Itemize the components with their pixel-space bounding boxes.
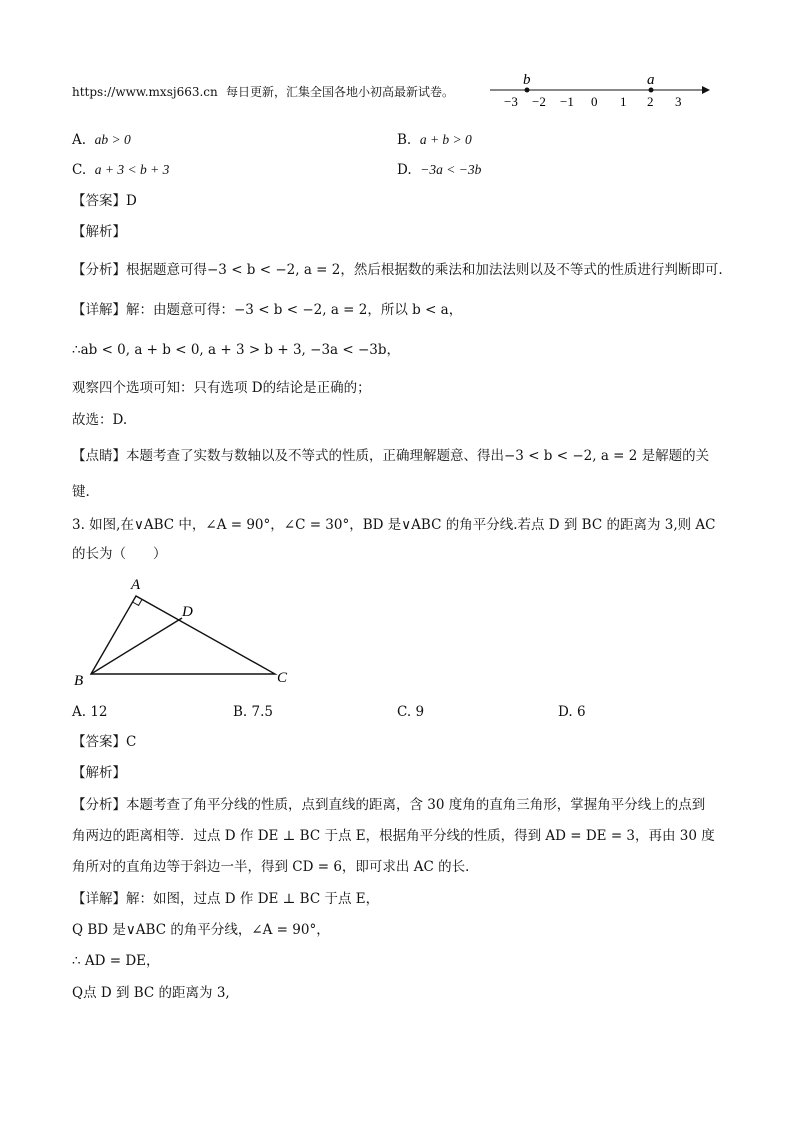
point-b-label: b: [523, 72, 531, 88]
point-b: [525, 88, 530, 93]
vertex-c-label: C: [277, 670, 288, 686]
vertex-b-label: B: [74, 673, 84, 689]
q3-detail-4: Q点 D 到 BC 的距离为 3,: [72, 985, 230, 1001]
tick-label: −1: [560, 94, 574, 109]
option-d: D. −3a < −3b: [397, 162, 482, 178]
tick-label: 0: [591, 94, 598, 109]
option-b: B. a + b > 0: [397, 132, 472, 148]
q3-detail-2: Q BD 是∨ABC 的角平分线，∠A = 90°，: [72, 922, 330, 938]
q3-option-b: B. 7.5: [233, 704, 273, 720]
point-a-label: a: [647, 72, 655, 88]
header-slogan: 每日更新，汇集全国各地小初高最新试卷。: [226, 85, 455, 99]
q2-analysis: 【分析】根据题意可得−3 < b < −2, a = 2，然后根据数的乘法和加法法则以及不等式的性质进行判断即可.: [72, 262, 723, 278]
tick-label: 3: [675, 94, 682, 109]
tick-label: −3: [504, 94, 518, 109]
q2-detail-4: 故选：D.: [72, 412, 128, 428]
q2-jiexi: 【解析】: [72, 224, 126, 240]
point-a: [649, 88, 654, 93]
q3-option-c: C. 9: [397, 704, 425, 720]
q3-jiexi: 【解析】: [72, 765, 126, 781]
q3-analysis-1: 【分析】本题考查了角平分线的性质，点到直线的距离，含 30 度角的直角三角形，掌握角平分线上的点到: [72, 797, 706, 813]
q3-detail-1: 【详解】解：如图，过点 D 作 DE ⊥ BC 于点 E，: [72, 891, 380, 907]
tick-label: 2: [647, 94, 654, 109]
q2-detail-1: 【详解】解：由题意可得：−3 < b < −2, a = 2，所以 b < a，: [72, 302, 463, 318]
number-line-figure: [486, 68, 716, 112]
q2-answer: 【答案】D: [72, 193, 137, 209]
number-line-arrow-icon: [702, 86, 710, 94]
q3-detail-3: ∴ AD = DE，: [72, 953, 160, 969]
bisector-bd: [91, 618, 182, 674]
q3-stem-1: 3. 如图,在∨ABC 中，∠A = 90°，∠C = 30°，BD 是∨ABC 的角平分线.若点 D 到 BC 的距离为 3,则 AC: [72, 517, 716, 533]
q3-stem-2: 的长为（ ）: [72, 546, 167, 562]
tick-label: 1: [620, 94, 627, 109]
q2-comment-2: 键.: [72, 484, 90, 500]
q3-analysis-3: 角所对的直角边等于斜边一半，得到 CD = 6，即可求出 AC 的长．: [72, 859, 479, 875]
triangle-figure: [70, 572, 300, 692]
q2-detail-2: ∴ab < 0, a + b < 0, a + 3 > b + 3, −3a < −3b，: [72, 342, 401, 358]
q3-option-d: D. 6: [558, 704, 586, 720]
option-a: A. ab > 0: [72, 132, 131, 148]
q3-option-a: A. 12: [72, 704, 108, 720]
q3-answer: 【答案】C: [72, 734, 137, 750]
q3-analysis-2: 角两边的距离相等．过点 D 作 DE ⊥ BC 于点 E，根据角平分线的性质，得到 AD = DE = 3，再由 30 度: [72, 828, 715, 844]
q2-detail-3: 观察四个选项可知：只有选项 D的结论是正确的；: [72, 380, 371, 396]
header-url: https://www.mxsj663.cn: [72, 85, 218, 99]
vertex-a-label: A: [131, 577, 141, 593]
q2-comment-1: 【点睛】本题考查了实数与数轴以及不等式的性质，正确理解题意、得出−3 < b < −2, a = 2 是解题的关: [72, 448, 710, 464]
tick-label: −2: [532, 94, 546, 109]
option-c: C. a + 3 < b + 3: [72, 162, 170, 178]
point-d-label: D: [182, 604, 193, 620]
